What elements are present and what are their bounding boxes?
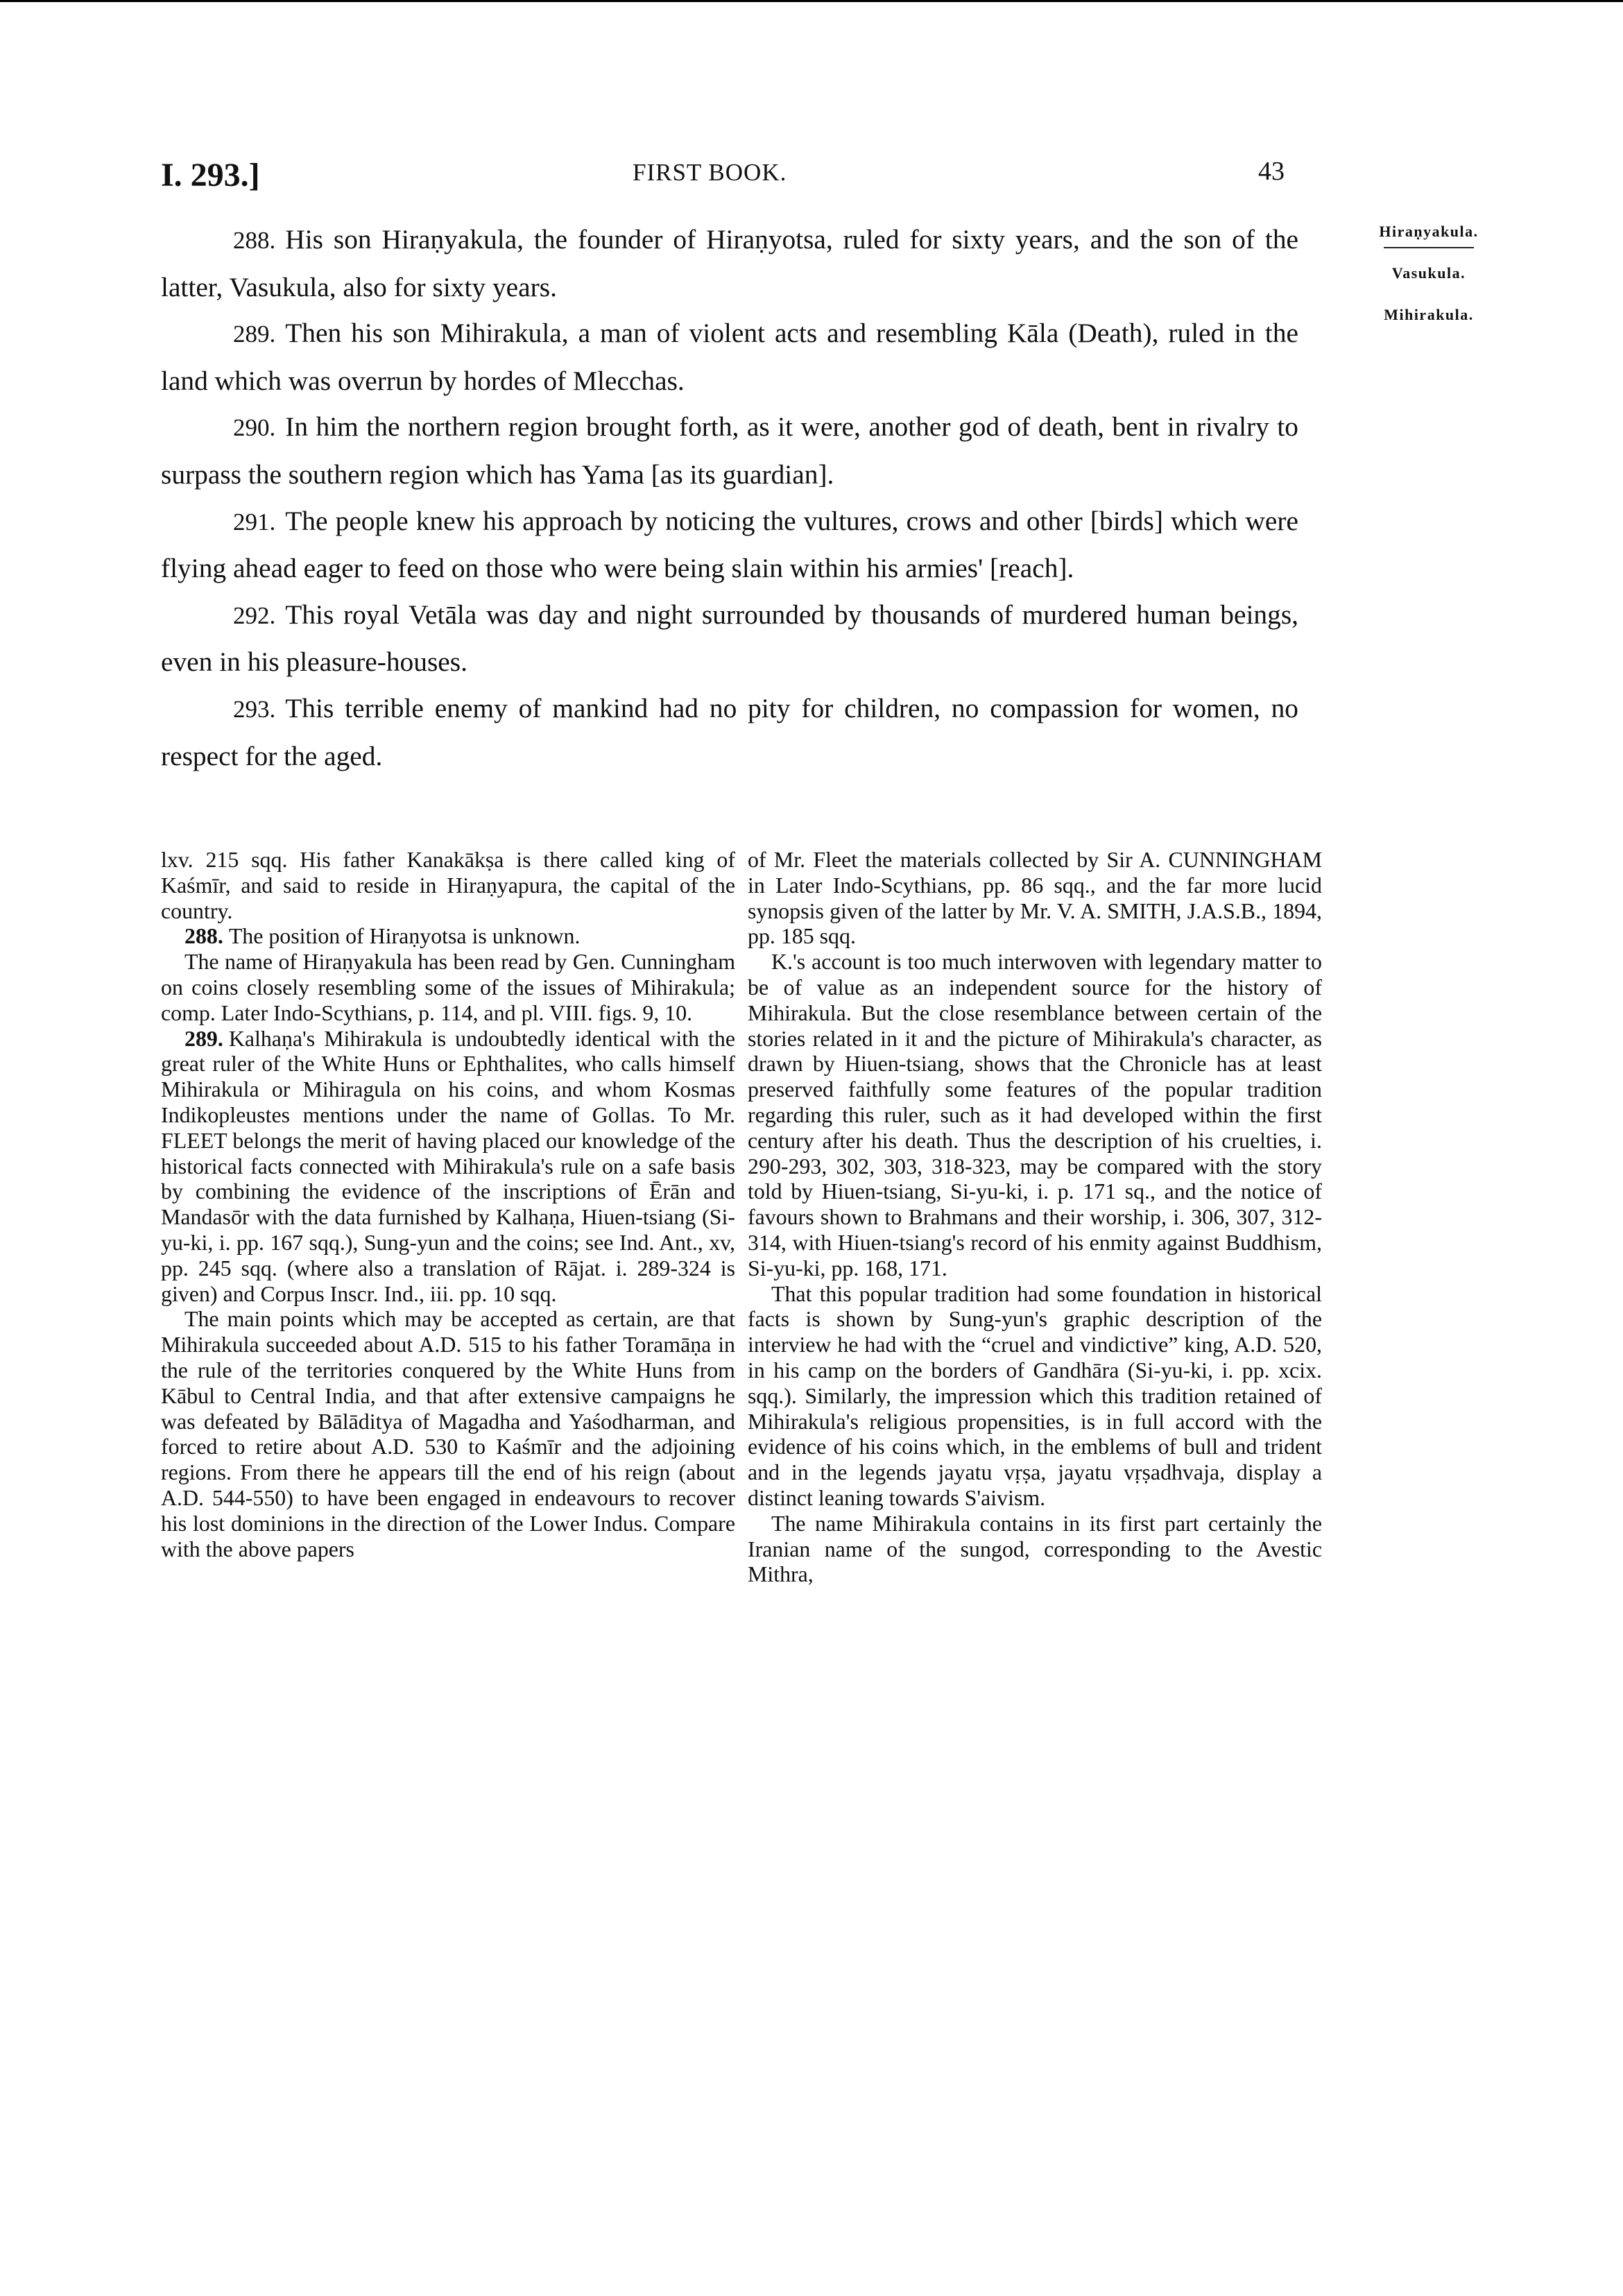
margin-note-text: Hiraṇyakula. bbox=[1379, 223, 1479, 240]
note-text: of Mr. Fleet the materials collected by Sir A. CUNNINGHAM in Later Indo-Scythians, pp. 86 sqq., and the far more lucid synopsis given of the latter by Mr. V. A. SMITH, J.A.S.B., 1894, pp. 185 sqq. bbox=[748, 848, 1322, 949]
verse-292 bbox=[161, 592, 1298, 685]
note-paragraph bbox=[748, 848, 1322, 950]
footnotes-left-column bbox=[161, 848, 735, 1562]
note-paragraph bbox=[748, 950, 1322, 1281]
note-text: The main points which may be accepted as certain, are that Mihirakula succeeded about A.D. 515 to his father Toramāṇa in the rule of the territories conquered by the White Huns from Kābul to Central India, and that after extensive campaigns he was defeated by Bālāditya of Magadha and Yaśodharman, and forced to retire about A.D. 530 to Kaśmīr and the adjoining regions. From there he appears till the end of his reign (about A.D. 544-550) to have been engaged in endeavours to recover his lost dominions in the direction of the Lower Indus. Compare with the above papers bbox=[161, 1307, 735, 1561]
note-paragraph bbox=[161, 848, 735, 924]
verse-body: In him the northern region brought forth, as it were, another god of death, bent in rivalry to surpass the southern region which has Yama [as its guardian]. bbox=[161, 411, 1298, 490]
verse-body: This royal Vetāla was day and night surrounded by thousands of murdered human beings, even in his pleasure-houses. bbox=[161, 599, 1298, 678]
verse-text bbox=[161, 216, 1298, 779]
verse-number: 289. bbox=[233, 320, 276, 348]
verse-number: 290. bbox=[233, 414, 276, 442]
note-text: That this popular tradition had some foundation in historical facts is shown by Sung-yun's graphic description of the interview he had with the “cruel and vindictive” king, A.D. 520, in his camp on the borders of Gandhāra (Si-yu-ki, i. pp. xcix. sqq.). Similarly, the impression which this tradition retained of Mihirakula's religious propensities, is in full accord with the evidence of his coins which, in the emblems of bull and trident and in the legends jayatu vṛṣa, jayatu vṛṣadhvaja, display a distinct leaning towards S'aivism. bbox=[748, 1281, 1322, 1510]
note-paragraph bbox=[748, 1511, 1322, 1588]
margin-rule bbox=[1384, 247, 1474, 248]
note-paragraph bbox=[161, 924, 735, 950]
verse-288 bbox=[161, 216, 1298, 310]
note-text: Kalhaṇa's Mihirakula is undoubtedly identical with the great ruler of the White Huns or Ephthalites, who calls himself Mihirakula or Mihiragula on his coins, and whom Kosmas Indikopleustes mentions under the name of Gollas. To Mr. FLEET belongs the merit of having placed our knowledge of the historical facts connected with Mihirakula's rule on a safe basis by combining the evidence of the inscriptions of Ērān and Mandasōr with the data furnished by Kalhaṇa, Hiuen-tsiang (Si-yu-ki, i. pp. 167 sqq.), Sung-yun and the coins; see Ind. Ant., xv, pp. 245 sqq. (where also a translation of Rājat. i. 289-324 is given) and Corpus Inscr. Ind., iii. pp. 10 sqq. bbox=[161, 1026, 735, 1306]
note-paragraph bbox=[161, 950, 735, 1026]
margin-note-text: Vasukula. bbox=[1391, 264, 1466, 282]
verse-body: This terrible enemy of mankind had no pity for children, no compassion for women, no respect for the aged. bbox=[161, 692, 1298, 771]
footnotes-right-column bbox=[748, 848, 1322, 1588]
verse-body: His son Hiraṇyakula, the founder of Hiraṇyotsa, ruled for sixty years, and the son of the latter, Vasukula, also for sixty years. bbox=[161, 224, 1298, 302]
verse-body: Then his son Mihirakula, a man of violent acts and resembling Kāla (Death), ruled in the land which was overrun by hordes of Mlecchas. bbox=[161, 318, 1298, 396]
verse-293 bbox=[161, 685, 1298, 779]
verse-290 bbox=[161, 404, 1298, 497]
verse-number: 288. bbox=[233, 227, 276, 254]
note-text: The name of Hiraṇyakula has been read by Gen. Cunningham on coins closely resembling some of the issues of Mihirakula; comp. Later Indo-Scythians, p. 114, and pl. VIII. figs. 9, 10. bbox=[161, 950, 735, 1025]
note-text: The position of Hiraṇyotsa is unknown. bbox=[228, 924, 581, 949]
margin-note bbox=[1342, 307, 1515, 348]
page-number: 43 bbox=[1258, 157, 1285, 186]
note-text: The name Mihirakula contains in its first part certainly the Iranian name of the sungod, corresponding to the Avestic Mithra, bbox=[748, 1511, 1322, 1587]
note-paragraph bbox=[161, 1307, 735, 1562]
margin-notes bbox=[1342, 223, 1515, 348]
margin-note bbox=[1342, 223, 1515, 265]
note-text: lxv. 215 sqq. His father Kanakākṣa is there called king of Kaśmīr, and said to reside in Hiraṇyapura, the capital of the country. bbox=[161, 848, 735, 923]
running-head bbox=[161, 156, 1285, 198]
margin-note-text: Mihirakula. bbox=[1384, 306, 1474, 323]
verse-number: 293. bbox=[233, 695, 276, 723]
page-top-border bbox=[0, 0, 1623, 2]
note-text: K.'s account is too much interwoven with legendary matter to be of value as an independent source for the history of Mihirakula. But the close resemblance between certain of the stories related in it and the picture of Mihirakula's character, as drawn by Hiuen-tsiang, shows that the Chronicle has at least preserved faithfully some features of the popular tradition regarding this ruler, such as it had developed within the first century after his death. Thus the description of his cruelties, i. 290-293, 302, 303, 318-323, may be compared with the story told by Hiuen-tsiang, Si-yu-ki, i. p. 171 sq., and the notice of favours shown to Brahmans and their worship, i. 306, 307, 312-314, with Hiuen-tsiang's record of his enmity against Buddhism, Si-yu-ki, pp. 168, 171. bbox=[748, 950, 1322, 1280]
section-reference: I. 293.] bbox=[161, 157, 260, 194]
book-title: FIRST BOOK. bbox=[633, 159, 787, 186]
verse-number: 292. bbox=[233, 601, 276, 629]
verse-289 bbox=[161, 310, 1298, 404]
verse-number: 291. bbox=[233, 508, 276, 536]
margin-note bbox=[1342, 265, 1515, 307]
note-number: 288. bbox=[184, 924, 223, 949]
note-number: 289. bbox=[184, 1026, 223, 1051]
note-paragraph bbox=[748, 1282, 1322, 1511]
verse-291 bbox=[161, 498, 1298, 592]
verse-body: The people knew his approach by noticing the vultures, crows and other [birds] which were flying ahead eager to feed on those who were being slain within his armies' [reach]. bbox=[161, 505, 1298, 584]
note-paragraph bbox=[161, 1027, 735, 1308]
